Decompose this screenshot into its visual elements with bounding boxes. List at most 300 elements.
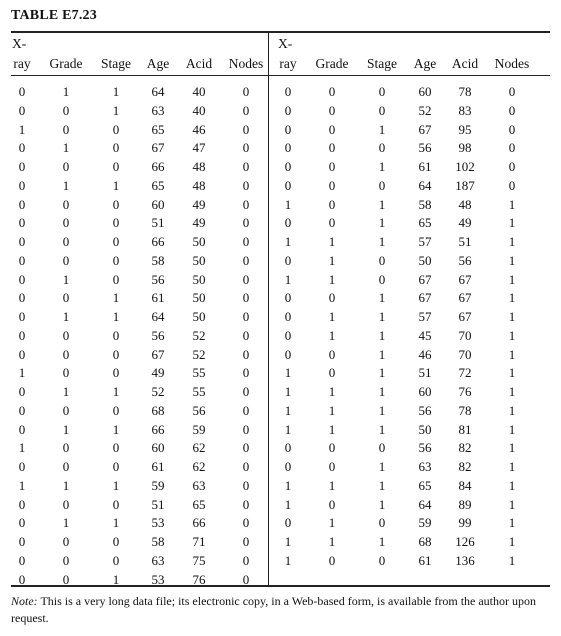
cell-left-xray: 1 — [18, 477, 26, 493]
cell-right-xray: 0 — [284, 346, 292, 362]
cell-left-stage: 1 — [112, 477, 120, 493]
cell-left-grade: 0 — [62, 571, 70, 587]
cell-right-acid: 49 — [458, 215, 472, 231]
cell-right-nodes: 1 — [508, 365, 516, 381]
cell-left-age: 52 — [151, 384, 165, 399]
cell-right-age: 67 — [418, 290, 432, 306]
cell-right-nodes: 1 — [508, 459, 516, 474]
header-left-grade-line2: Grade — [49, 56, 83, 71]
table-note — [11, 593, 551, 627]
cell-left-acid: 49 — [192, 215, 206, 231]
cell-right-grade: 0 — [328, 459, 336, 474]
cell-right-stage: 1 — [378, 459, 386, 474]
cell-left-age: 60 — [151, 196, 165, 212]
cell-left-nodes: 0 — [242, 234, 250, 249]
cell-left-stage: 0 — [112, 440, 120, 456]
cell-right-stage: 1 — [378, 346, 386, 362]
cell-right-acid: 89 — [458, 496, 472, 512]
cell-right-age: 56 — [418, 402, 432, 418]
cell-right-xray: 0 — [284, 121, 292, 137]
header-left-xray-line2: ray — [13, 56, 31, 71]
header-left-stage-line2: Stage — [101, 56, 131, 71]
cell-left-acid: 48 — [192, 159, 206, 174]
cell-right-grade: 1 — [328, 515, 336, 531]
cell-right-xray: 0 — [284, 440, 292, 456]
cell-left-acid: 52 — [192, 327, 206, 343]
cell-left-stage: 0 — [112, 534, 120, 549]
cell-left-grade: 1 — [62, 140, 70, 156]
header-left-age-line2: Age — [146, 56, 170, 71]
cell-left-grade: 0 — [62, 402, 70, 418]
cell-right-stage: 1 — [378, 327, 386, 343]
cell-right-acid: 51 — [458, 234, 472, 249]
cell-left-grade: 0 — [62, 496, 70, 512]
cell-right-acid: 78 — [458, 84, 472, 99]
cell-left-grade: 0 — [62, 440, 70, 456]
cell-right-xray: 1 — [284, 552, 292, 568]
cell-left-age: 63 — [151, 552, 165, 568]
cell-left-stage: 0 — [112, 140, 120, 156]
cell-left-age: 58 — [151, 534, 165, 549]
cell-left-xray: 0 — [18, 177, 26, 193]
cell-left-nodes: 0 — [242, 327, 250, 343]
cell-left-nodes: 0 — [242, 384, 250, 399]
cell-left-nodes: 0 — [242, 196, 250, 212]
cell-right-xray: 1 — [284, 402, 292, 418]
header-rule — [11, 75, 550, 76]
cell-left-age: 49 — [151, 365, 165, 381]
cell-right-age: 68 — [418, 534, 432, 549]
cell-left-age: 51 — [151, 215, 165, 231]
cell-left-xray: 0 — [18, 552, 26, 568]
cell-right-nodes: 0 — [508, 177, 516, 193]
cell-left-age: 56 — [151, 327, 165, 343]
cell-left-nodes: 0 — [242, 552, 250, 568]
cell-left-stage: 0 — [112, 196, 120, 212]
cell-left-age: 65 — [151, 177, 165, 193]
cell-left-stage: 0 — [112, 252, 120, 268]
cell-right-grade: 0 — [328, 440, 336, 456]
cell-left-nodes: 0 — [242, 365, 250, 381]
cell-left-acid: 50 — [192, 234, 206, 249]
cell-right-age: 60 — [418, 384, 432, 399]
cell-right-nodes: 1 — [508, 421, 516, 437]
cell-left-grade: 1 — [62, 477, 70, 493]
cell-right-stage: 0 — [378, 102, 386, 118]
header-left-acid-line2: Acid — [185, 56, 213, 71]
cell-left-stage: 1 — [112, 102, 120, 118]
cell-left-age: 58 — [151, 252, 165, 268]
cell-left-xray: 1 — [18, 440, 26, 456]
note-lead: Note: — [11, 594, 38, 608]
cell-left-grade: 0 — [62, 290, 70, 306]
cell-left-xray: 0 — [18, 534, 26, 549]
cell-right-xray: 0 — [284, 252, 292, 268]
cell-right-age: 56 — [418, 140, 432, 156]
cell-right-age: 46 — [418, 346, 432, 362]
cell-left-acid: 48 — [192, 177, 206, 193]
cell-right-acid: 48 — [458, 196, 472, 212]
cell-left-xray: 0 — [18, 402, 26, 418]
cell-left-acid: 40 — [192, 84, 206, 99]
cell-left-age: 61 — [151, 459, 165, 474]
cell-right-grade: 0 — [328, 159, 336, 174]
cell-right-age: 63 — [418, 459, 432, 474]
cell-right-age: 45 — [418, 327, 432, 343]
cell-left-stage: 0 — [112, 552, 120, 568]
cell-right-acid: 82 — [458, 459, 472, 474]
cell-left-grade: 1 — [62, 515, 70, 531]
cell-right-stage: 1 — [378, 421, 386, 437]
cell-right-stage: 1 — [378, 496, 386, 512]
cell-left-acid: 50 — [192, 252, 206, 268]
header-right-age-line2: Age — [413, 56, 437, 71]
cell-left-age: 65 — [151, 121, 165, 137]
cell-right-nodes: 0 — [508, 140, 516, 156]
cell-left-xray: 0 — [18, 327, 26, 343]
cell-left-age: 63 — [151, 102, 165, 118]
cell-left-grade: 0 — [62, 159, 70, 174]
cell-right-acid: 136 — [455, 552, 475, 568]
cell-left-nodes: 0 — [242, 159, 250, 174]
cell-right-grade: 0 — [328, 102, 336, 118]
cell-left-age: 67 — [151, 346, 165, 362]
header-right-stage-line2: Stage — [367, 56, 397, 71]
cell-left-nodes: 0 — [242, 402, 250, 418]
cell-right-stage: 1 — [378, 534, 386, 549]
header-left-xray-line1: X- — [12, 36, 27, 51]
cell-left-age: 53 — [151, 515, 165, 531]
header-right-grade-line2: Grade — [315, 56, 349, 71]
cell-right-age: 64 — [418, 177, 432, 193]
cell-right-age: 56 — [418, 440, 432, 456]
cell-left-xray: 0 — [18, 459, 26, 474]
cell-left-acid: 50 — [192, 290, 206, 306]
cell-left-grade: 0 — [62, 252, 70, 268]
cell-left-nodes: 0 — [242, 477, 250, 493]
cell-right-xray: 1 — [284, 496, 292, 512]
cell-right-xray: 0 — [284, 515, 292, 531]
cell-right-stage: 0 — [378, 271, 386, 287]
cell-left-age: 66 — [151, 159, 165, 174]
cell-right-nodes: 1 — [508, 196, 516, 212]
cell-left-acid: 66 — [192, 515, 206, 531]
cell-right-stage: 1 — [378, 309, 386, 324]
cell-right-nodes: 1 — [508, 234, 516, 249]
cell-right-acid: 82 — [458, 440, 472, 456]
cell-left-stage: 0 — [112, 159, 120, 174]
cell-right-age: 59 — [418, 515, 432, 531]
cell-right-acid: 84 — [458, 477, 472, 493]
cell-left-acid: 71 — [192, 534, 206, 549]
cell-right-nodes: 1 — [508, 477, 516, 493]
cell-right-nodes: 0 — [508, 121, 516, 137]
cell-right-acid: 72 — [458, 365, 472, 381]
cell-right-age: 65 — [418, 477, 432, 493]
header-right-acid-line2: Acid — [451, 56, 479, 71]
cell-left-xray: 0 — [18, 384, 26, 399]
cell-left-xray: 0 — [18, 102, 26, 118]
cell-right-xray: 0 — [284, 84, 292, 99]
cell-left-xray: 0 — [18, 346, 26, 362]
cell-left-grade: 0 — [62, 215, 70, 231]
cell-left-stage: 0 — [112, 327, 120, 343]
cell-left-nodes: 0 — [242, 121, 250, 137]
cell-right-stage: 1 — [378, 159, 386, 174]
cell-left-xray: 0 — [18, 196, 26, 212]
cell-left-grade: 1 — [62, 384, 70, 399]
cell-left-grade: 0 — [62, 327, 70, 343]
cell-right-acid: 99 — [458, 515, 472, 531]
cell-right-age: 50 — [418, 252, 432, 268]
cell-right-nodes: 0 — [508, 84, 516, 99]
cell-right-stage: 1 — [378, 477, 386, 493]
cell-left-age: 51 — [151, 496, 165, 512]
cell-left-xray: 0 — [18, 290, 26, 306]
cell-right-xray: 0 — [284, 102, 292, 118]
cell-right-age: 60 — [418, 84, 432, 99]
cell-right-xray: 0 — [284, 159, 292, 174]
cell-right-xray: 1 — [284, 365, 292, 381]
cell-left-age: 60 — [151, 440, 165, 456]
cell-left-stage: 1 — [112, 421, 120, 437]
cell-left-acid: 65 — [192, 496, 206, 512]
cell-left-stage: 0 — [112, 121, 120, 137]
cell-left-age: 66 — [151, 234, 165, 249]
cell-left-acid: 46 — [192, 121, 206, 137]
cell-left-acid: 47 — [192, 140, 206, 156]
cell-left-acid: 49 — [192, 196, 206, 212]
header-right-xray-line1: X- — [278, 36, 293, 51]
cell-left-nodes: 0 — [242, 515, 250, 531]
cell-left-stage: 0 — [112, 365, 120, 381]
cell-right-age: 64 — [418, 496, 432, 512]
cell-left-nodes: 0 — [242, 571, 250, 587]
cell-left-stage: 0 — [112, 215, 120, 231]
cell-right-acid: 70 — [458, 346, 472, 362]
cell-right-stage: 0 — [378, 252, 386, 268]
cell-right-grade: 0 — [328, 140, 336, 156]
cell-left-nodes: 0 — [242, 496, 250, 512]
cell-left-xray: 1 — [18, 121, 26, 137]
cell-left-nodes: 0 — [242, 271, 250, 287]
cell-right-age: 57 — [418, 234, 432, 249]
bottom-rule — [11, 585, 550, 587]
cell-right-acid: 67 — [458, 271, 472, 287]
cell-left-stage: 0 — [112, 402, 120, 418]
cell-right-age: 58 — [418, 196, 432, 212]
cell-left-nodes: 0 — [242, 140, 250, 156]
cell-right-nodes: 1 — [508, 346, 516, 362]
cell-right-acid: 67 — [458, 290, 472, 306]
cell-left-nodes: 0 — [242, 440, 250, 456]
cell-right-nodes: 0 — [508, 102, 516, 118]
cell-right-xray: 0 — [284, 215, 292, 231]
cell-right-grade: 0 — [328, 196, 336, 212]
cell-right-grade: 1 — [328, 534, 336, 549]
cell-left-stage: 1 — [112, 84, 120, 99]
cell-left-age: 64 — [151, 84, 165, 99]
cell-right-stage: 0 — [378, 552, 386, 568]
cell-left-acid: 55 — [192, 384, 206, 399]
cell-right-grade: 0 — [328, 346, 336, 362]
cell-left-grade: 0 — [62, 552, 70, 568]
cell-right-stage: 1 — [378, 290, 386, 306]
cell-right-acid: 81 — [458, 421, 472, 437]
cell-left-grade: 0 — [62, 346, 70, 362]
cell-right-nodes: 1 — [508, 552, 516, 568]
cell-left-nodes: 0 — [242, 346, 250, 362]
cell-right-acid: 67 — [458, 309, 472, 324]
cell-right-grade: 1 — [328, 252, 336, 268]
cell-right-age: 67 — [418, 271, 432, 287]
cell-right-xray: 1 — [284, 271, 292, 287]
cell-left-stage: 1 — [112, 309, 120, 324]
cell-left-acid: 56 — [192, 402, 206, 418]
cell-right-acid: 187 — [455, 177, 475, 193]
cell-left-stage: 1 — [112, 571, 120, 587]
cell-right-stage: 0 — [378, 440, 386, 456]
cell-right-grade: 1 — [328, 421, 336, 437]
cell-left-stage: 1 — [112, 515, 120, 531]
cell-right-age: 52 — [418, 102, 432, 118]
cell-right-xray: 1 — [284, 384, 292, 399]
cell-right-nodes: 1 — [508, 252, 516, 268]
cell-left-xray: 0 — [18, 496, 26, 512]
cell-left-xray: 1 — [18, 365, 26, 381]
cell-left-age: 59 — [151, 477, 165, 493]
cell-right-grade: 0 — [328, 84, 336, 99]
cell-right-grade: 0 — [328, 215, 336, 231]
cell-right-stage: 1 — [378, 215, 386, 231]
cell-left-stage: 0 — [112, 496, 120, 512]
cell-left-nodes: 0 — [242, 177, 250, 193]
cell-right-age: 61 — [418, 159, 432, 174]
cell-left-xray: 0 — [18, 140, 26, 156]
cell-left-grade: 1 — [62, 421, 70, 437]
cell-right-stage: 1 — [378, 402, 386, 418]
cell-left-grade: 0 — [62, 121, 70, 137]
cell-right-stage: 1 — [378, 121, 386, 137]
header-left-nodes-line2: Nodes — [228, 56, 264, 71]
cell-left-stage: 0 — [112, 459, 120, 474]
cell-right-xray: 0 — [284, 459, 292, 474]
cell-right-grade: 1 — [328, 309, 336, 324]
cell-right-xray: 1 — [284, 534, 292, 549]
cell-left-xray: 0 — [18, 159, 26, 174]
cell-left-acid: 59 — [192, 421, 206, 437]
cell-right-nodes: 1 — [508, 215, 516, 231]
cell-left-nodes: 0 — [242, 421, 250, 437]
cell-right-grade: 1 — [328, 402, 336, 418]
cell-right-stage: 0 — [378, 177, 386, 193]
cell-left-age: 64 — [151, 309, 165, 324]
cell-left-acid: 52 — [192, 346, 206, 362]
cell-right-xray: 0 — [284, 140, 292, 156]
cell-right-age: 67 — [418, 121, 432, 137]
cell-left-acid: 50 — [192, 309, 206, 324]
cell-right-acid: 102 — [455, 159, 475, 174]
cell-right-grade: 1 — [328, 271, 336, 287]
cell-right-xray: 1 — [284, 196, 292, 212]
cell-right-stage: 0 — [378, 84, 386, 99]
cell-left-nodes: 0 — [242, 309, 250, 324]
cell-left-nodes: 0 — [242, 215, 250, 231]
cell-right-stage: 0 — [378, 140, 386, 156]
cell-right-grade: 0 — [328, 177, 336, 193]
cell-left-xray: 0 — [18, 271, 26, 287]
cell-left-grade: 1 — [62, 271, 70, 287]
cell-left-age: 68 — [151, 402, 165, 418]
cell-left-age: 61 — [151, 290, 165, 306]
cell-right-age: 61 — [418, 552, 432, 568]
cell-left-xray: 0 — [18, 252, 26, 268]
cell-right-nodes: 1 — [508, 496, 516, 512]
cell-right-stage: 1 — [378, 196, 386, 212]
cell-left-grade: 0 — [62, 102, 70, 118]
cell-left-stage: 1 — [112, 177, 120, 193]
cell-left-age: 53 — [151, 571, 165, 587]
cell-left-stage: 0 — [112, 346, 120, 362]
cell-left-nodes: 0 — [242, 84, 250, 99]
cell-left-xray: 0 — [18, 309, 26, 324]
cell-left-grade: 1 — [62, 309, 70, 324]
cell-left-nodes: 0 — [242, 534, 250, 549]
cell-right-acid: 78 — [458, 402, 472, 418]
cell-left-acid: 62 — [192, 459, 206, 474]
cell-right-acid: 83 — [458, 102, 472, 118]
cell-left-age: 56 — [151, 271, 165, 287]
cell-left-acid: 40 — [192, 102, 206, 118]
cell-left-stage: 1 — [112, 290, 120, 306]
cell-right-acid: 95 — [458, 121, 472, 137]
cell-left-acid: 55 — [192, 365, 206, 381]
note-text: This is a very long data file; its electronic copy, in a Web-based form, is available from the author upon request. — [11, 594, 537, 625]
cell-right-nodes: 1 — [508, 402, 516, 418]
cell-right-nodes: 1 — [508, 271, 516, 287]
header-right-xray-line2: ray — [279, 56, 297, 71]
cell-right-nodes: 1 — [508, 309, 516, 324]
cell-left-nodes: 0 — [242, 102, 250, 118]
cell-right-stage: 1 — [378, 234, 386, 249]
cell-left-acid: 63 — [192, 477, 206, 493]
cell-right-xray: 1 — [284, 477, 292, 493]
cell-left-age: 67 — [151, 140, 165, 156]
cell-right-grade: 0 — [328, 290, 336, 306]
cell-right-acid: 70 — [458, 327, 472, 343]
cell-left-xray: 0 — [18, 84, 26, 99]
cell-right-nodes: 0 — [508, 159, 516, 174]
cell-right-xray: 0 — [284, 290, 292, 306]
cell-right-grade: 1 — [328, 477, 336, 493]
cell-left-grade: 0 — [62, 534, 70, 549]
cell-right-age: 57 — [418, 309, 432, 324]
cell-right-age: 51 — [418, 365, 432, 381]
cell-left-grade: 0 — [62, 234, 70, 249]
cell-left-acid: 62 — [192, 440, 206, 456]
header-right-nodes-line2: Nodes — [494, 56, 530, 71]
cell-right-grade: 0 — [328, 496, 336, 512]
cell-right-nodes: 1 — [508, 384, 516, 399]
cell-right-grade: 0 — [328, 552, 336, 568]
cell-left-grade: 0 — [62, 459, 70, 474]
cell-right-acid: 98 — [458, 140, 472, 156]
cell-right-xray: 1 — [284, 421, 292, 437]
cell-left-age: 66 — [151, 421, 165, 437]
cell-right-age: 65 — [418, 215, 432, 231]
cell-left-stage: 1 — [112, 384, 120, 399]
cell-right-xray: 0 — [284, 309, 292, 324]
